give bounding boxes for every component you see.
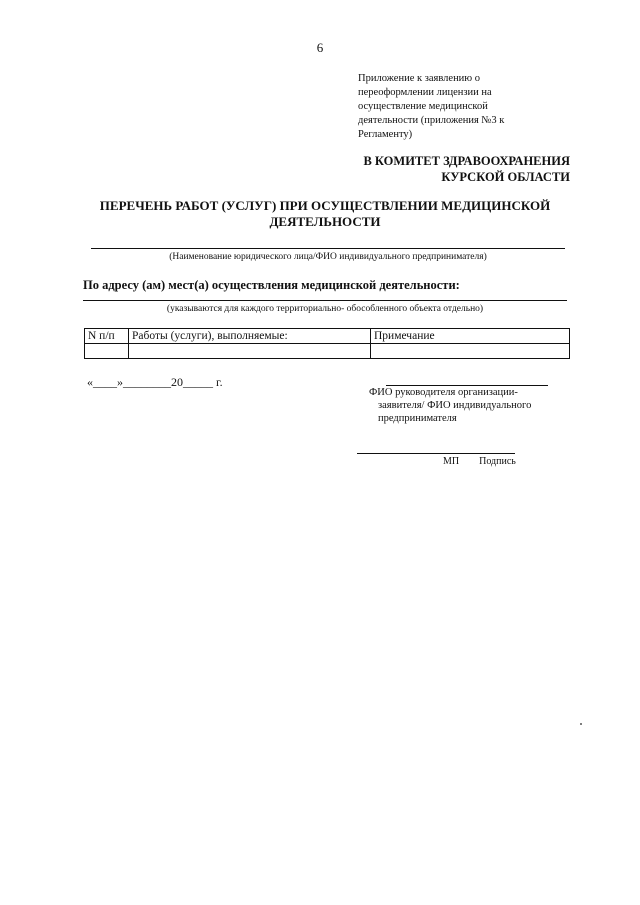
- appendix-line: Регламенту): [358, 129, 413, 140]
- document-title: [80, 198, 570, 230]
- addressee-line: КУРСКОЙ ОБЛАСТИ: [441, 170, 570, 184]
- address-line: [83, 300, 567, 301]
- appendix-line: деятельности (приложения №3 к: [358, 115, 505, 126]
- addressee: [300, 153, 570, 185]
- column-header-works: Работы (услуги), выполняемые:: [129, 329, 371, 344]
- document-title-line: ДЕЯТЕЛЬНОСТИ: [269, 214, 381, 229]
- page-number: 6: [316, 40, 324, 55]
- table-cell: [129, 344, 371, 359]
- table-row: [85, 344, 570, 359]
- head-name-caption: [369, 386, 569, 425]
- column-header-number: N п/п: [85, 329, 129, 344]
- address-hint: (указываются для каждого территориально- обособленного объекта отдельно): [166, 304, 484, 314]
- address-label: По адресу (ам) мест(а) осуществления медицинской деятельности:: [83, 278, 460, 292]
- appendix-line: осуществление медицинской: [358, 101, 488, 112]
- signature-line: [357, 453, 515, 454]
- table-cell: [371, 344, 570, 359]
- table-header-row: [85, 329, 570, 344]
- appendix-note: [358, 72, 548, 142]
- date-line: «____»________20_____ г.: [87, 375, 223, 389]
- head-caption-line: ФИО руководителя организации-: [369, 387, 518, 398]
- addressee-line: В КОМИТЕТ ЗДРАВООХРАНЕНИЯ: [363, 154, 570, 168]
- appendix-line: Приложение к заявлению о: [358, 73, 481, 84]
- column-header-note: Примечание: [371, 329, 570, 344]
- signature-labels: МП Подпись: [443, 456, 516, 467]
- scan-speck: [580, 723, 582, 725]
- entity-name-hint: (Наименование юридического лица/ФИО индивидуального предпринимателя): [169, 252, 487, 262]
- head-caption-line: предпринимателя: [378, 413, 457, 424]
- entity-name-line: [91, 248, 565, 249]
- table-cell: [85, 344, 129, 359]
- document-title-line: ПЕРЕЧЕНЬ РАБОТ (УСЛУГ) ПРИ ОСУЩЕСТВЛЕНИИ МЕДИЦИНСКОЙ: [99, 198, 551, 213]
- works-table: [84, 328, 570, 359]
- head-caption-line: заявителя/ ФИО индивидуального: [378, 400, 532, 411]
- appendix-line: переоформлении лицензии на: [358, 87, 492, 98]
